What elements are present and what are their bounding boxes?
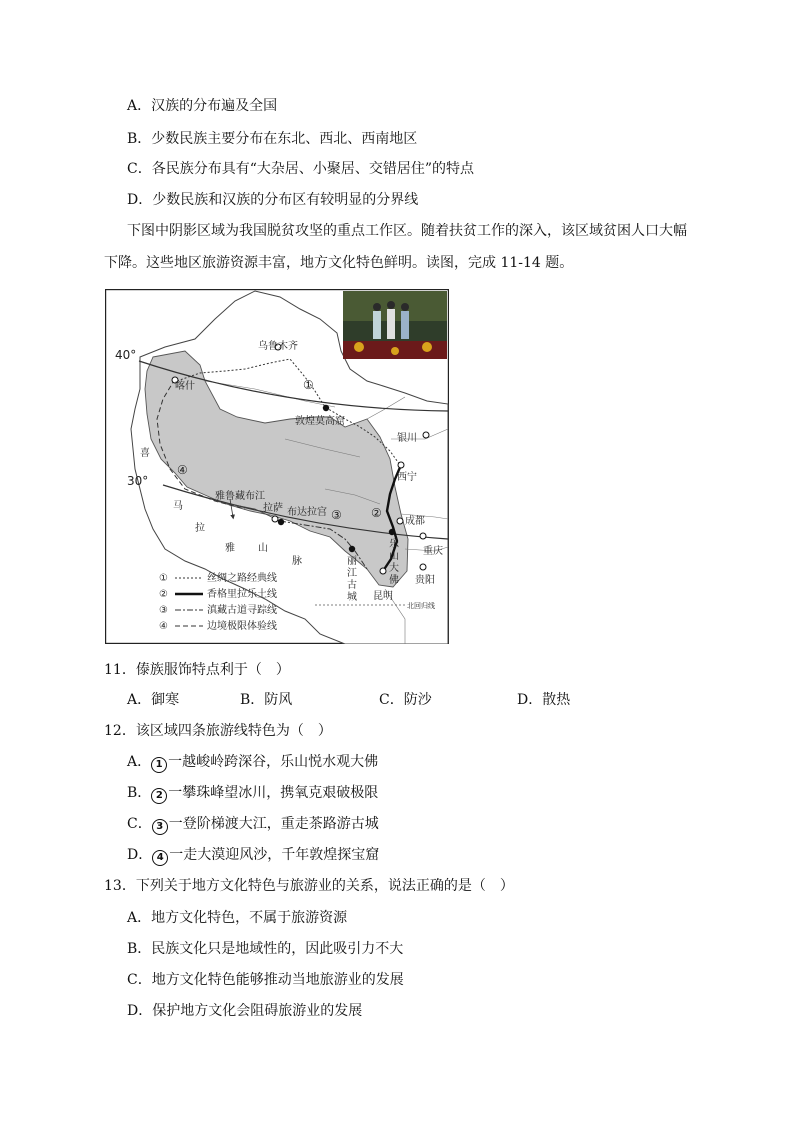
route-1-marker: ①: [303, 378, 314, 392]
label-guiyang: 贵阳: [415, 575, 435, 586]
q11-options: [127, 691, 627, 709]
q13-stem: 13．下列关于地方文化特色与旅游业的关系，说法正确的是（ ）: [104, 878, 514, 894]
intro-line-2: 下降。这些地区旅游资源丰富，地方文化特色鲜明。读图，完成 11-14 题。: [104, 255, 574, 271]
label-lhasa: 拉萨: [263, 503, 283, 514]
legend-1-num: ①: [159, 573, 168, 584]
label-potala: 布达拉宫: [287, 507, 327, 518]
label-yarlung: 雅鲁藏布江: [215, 491, 265, 502]
label-xining: 西宁: [397, 472, 417, 483]
q11-option-a: A．御寒: [127, 692, 180, 708]
legend-4-label: 边境极限体验线: [207, 621, 277, 632]
q12-stem: 12．该区域四条旅游线特色为（ ）: [104, 723, 332, 739]
q13-option-a: A．地方文化特色，不属于旅游资源: [127, 910, 348, 926]
label-leshan-3: 大: [389, 563, 399, 574]
label-kunming: 昆明: [373, 591, 393, 602]
label-kashgar: 喀什: [175, 381, 195, 392]
circle-2-icon: 2: [151, 788, 167, 804]
label-lijiang-4: 城: [347, 592, 357, 603]
label-chengdu: 成都: [405, 516, 425, 527]
q13-option-d: D．保护地方文化会阻碍旅游业的发展: [127, 1003, 363, 1019]
legend-2-label: 香格里拉乐土线: [207, 589, 277, 600]
circle-4-icon: 4: [152, 850, 168, 866]
q12-option-c: C． 3 一登阶梯渡大江，重走茶路游古城: [127, 815, 379, 835]
label-himalaya-4: 雅: [225, 543, 235, 554]
q11-stem: 11．傣族服饰特点利于（ ）: [104, 662, 290, 678]
label-lijiang-1: 丽: [347, 556, 357, 567]
q10-option-d: D．少数民族和汉族的分布区有较明显的分界线: [127, 192, 419, 208]
q12-option-b: B． 2 一攀珠峰望冰川，携氧克艰破极限: [127, 784, 378, 804]
label-leshan-2: 山: [389, 551, 399, 562]
q12-option-a: A． 1 一越峻岭跨深谷，乐山悦水观大佛: [127, 753, 378, 773]
legend-1-label: 丝绸之路经典线: [207, 573, 277, 584]
label-chongqing: 重庆: [423, 546, 443, 557]
legend-3-num: ③: [159, 605, 168, 616]
route-4-marker: ④: [177, 463, 188, 477]
lat-30-label: 30°: [127, 474, 149, 488]
route-2-marker: ②: [371, 506, 382, 520]
label-urumqi: 乌鲁木齐: [258, 341, 298, 352]
q10-option-b: B．少数民族主要分布在东北、西北、西南地区: [127, 131, 418, 147]
label-tropic: 北回归线: [407, 602, 435, 610]
intro-line-1: 下图中阴影区域为我国脱贫攻坚的重点工作区。随着扶贫工作的深入，该区域贫困人口大幅: [127, 223, 687, 239]
tourism-route-map: [105, 289, 449, 644]
label-leshan-4: 佛: [389, 575, 399, 586]
q10-option-c: C．各民族分布具有“大杂居、小聚居、交错居住”的特点: [127, 161, 475, 177]
q13-option-b: B．民族文化只是地域性的，因此吸引力不大: [127, 941, 404, 957]
label-himalaya-1: 喜: [140, 448, 150, 459]
label-leshan-1: 乐: [389, 539, 399, 550]
route-3-marker: ③: [331, 508, 342, 522]
q10-option-a: A．汉族的分布遍及全国: [127, 98, 278, 114]
label-lijiang-3: 古: [347, 580, 357, 591]
label-yinchuan: 银川: [397, 433, 417, 444]
q11-option-d: D．散热: [517, 692, 571, 708]
q12-option-d: D． 4 一走大漠迎风沙，千年敦煌探宝窟: [127, 846, 379, 866]
label-himalaya-2: 马: [173, 501, 183, 512]
q13-option-c: C．地方文化特色能够推动当地旅游业的发展: [127, 972, 404, 988]
dai-costume-photo: [343, 291, 447, 359]
label-himalaya-3: 拉: [195, 523, 205, 534]
q11-option-b: B．防风: [240, 692, 293, 708]
circle-3-icon: 3: [152, 819, 168, 835]
label-himalaya-5: 山: [258, 543, 268, 554]
legend-4-num: ④: [159, 621, 168, 632]
legend-2-num: ②: [159, 589, 168, 600]
circle-1-icon: 1: [151, 757, 167, 773]
lat-40-label: 40°: [115, 348, 137, 362]
legend-3-label: 滇藏古道寻踪线: [207, 605, 277, 616]
label-himalaya-6: 脉: [292, 556, 302, 567]
q11-option-c: C．防沙: [379, 692, 432, 708]
label-dunhuang: 敦煌莫高窟: [295, 416, 345, 427]
label-lijiang-2: 江: [347, 568, 357, 579]
